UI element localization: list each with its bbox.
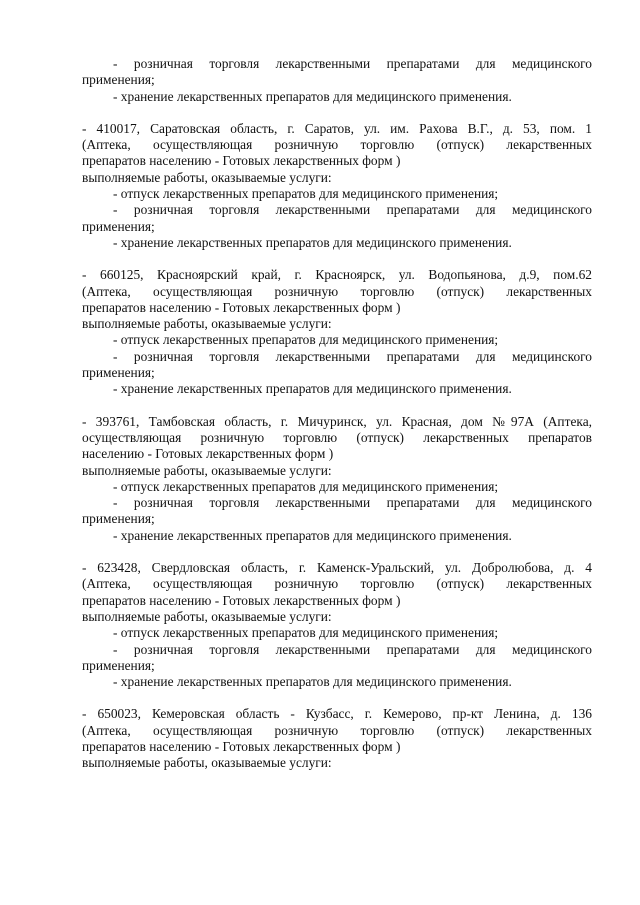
text-line: - 650023, Кемеровская область - Кузбасс, г. Кемерово, пр-кт Ленина, д. 136 xyxy=(82,706,592,722)
document-page xyxy=(82,56,592,788)
text-line: - отпуск лекарственных препаратов для медицинского применения; xyxy=(113,625,499,641)
text-line: препаратов населению - Готовых лекарственных форм ) xyxy=(82,592,401,608)
text-line: - хранение лекарственных препаратов для медицинского применения. xyxy=(113,527,512,543)
address-block xyxy=(82,706,592,771)
text-line: применения; xyxy=(82,365,155,381)
text-line: - розничная торговля лекарственными препаратами для медицинского xyxy=(113,495,592,511)
text-line: - отпуск лекарственных препаратов для медицинского применения; xyxy=(113,186,499,202)
text-line: - хранение лекарственных препаратов для медицинского применения. xyxy=(113,234,512,250)
text-line: - розничная торговля лекарственными препаратами для медицинского xyxy=(113,56,592,71)
text-line: (Аптека, осуществляющая розничную торговлю (отпуск) лекарственных xyxy=(82,576,592,592)
text-line: - розничная торговля лекарственными препаратами для медицинского xyxy=(113,641,592,657)
text-line: (Аптека, осуществляющая розничную торговлю (отпуск) лекарственных xyxy=(82,137,592,153)
text-line: применения; xyxy=(82,218,155,234)
address-block xyxy=(82,414,592,544)
address-block xyxy=(82,121,592,251)
text-line: - 410017, Саратовская область, г. Саратов, ул. им. Рахова В.Г., д. 53, пом. 1 xyxy=(82,120,592,136)
text-line: препаратов населению - Готовых лекарственных форм ) xyxy=(82,738,401,754)
text-line: (Аптека, осуществляющая розничную торговлю (отпуск) лекарственных xyxy=(82,283,592,299)
text-line: препаратов населению - Готовых лекарственных форм ) xyxy=(82,299,401,315)
text-line: выполняемые работы, оказываемые услуги: xyxy=(82,755,332,771)
address-block xyxy=(82,560,592,690)
text-line: населению - Готовых лекарственных форм ) xyxy=(82,446,334,462)
text-line: - розничная торговля лекарственными препаратами для медицинского xyxy=(113,348,592,364)
text-line: (Аптека, осуществляющая розничную торговлю (отпуск) лекарственных xyxy=(82,722,592,738)
text-line: применения; xyxy=(82,511,155,527)
text-line: выполняемые работы, оказываемые услуги: xyxy=(82,462,332,478)
text-line: осуществляющая розничную торговлю (отпуск) лекарственных препаратов xyxy=(82,429,592,445)
text-line: - отпуск лекарственных препаратов для медицинского применения; xyxy=(113,478,499,494)
text-line: выполняемые работы, оказываемые услуги: xyxy=(82,316,332,332)
text-line: препаратов населению - Готовых лекарственных форм ) xyxy=(82,153,401,169)
text-line: - 393761, Тамбовская область, г. Мичуринск, ул. Красная, дом №97А (Аптека, xyxy=(82,413,592,429)
text-line: применения; xyxy=(82,657,155,673)
text-line: - хранение лекарственных препаратов для медицинского применения. xyxy=(113,88,512,104)
text-line: - отпуск лекарственных препаратов для медицинского применения; xyxy=(113,332,499,348)
text-line: - 660125, Красноярский край, г. Красноярск, ул. Водопьянова, д.9, пом.62 xyxy=(82,267,592,283)
text-line: - хранение лекарственных препаратов для медицинского применения. xyxy=(113,674,512,690)
text-line: - розничная торговля лекарственными препаратами для медицинского xyxy=(113,202,592,218)
text-line: выполняемые работы, оказываемые услуги: xyxy=(82,608,332,624)
text-line: выполняемые работы, оказываемые услуги: xyxy=(82,169,332,185)
text-line: - 623428, Свердловская область, г. Каменск-Уральский, ул. Добролюбова, д. 4 xyxy=(82,560,592,576)
address-block xyxy=(82,56,592,105)
text-line: применения; xyxy=(82,72,155,88)
address-block xyxy=(82,267,592,397)
text-line: - хранение лекарственных препаратов для медицинского применения. xyxy=(113,381,512,397)
